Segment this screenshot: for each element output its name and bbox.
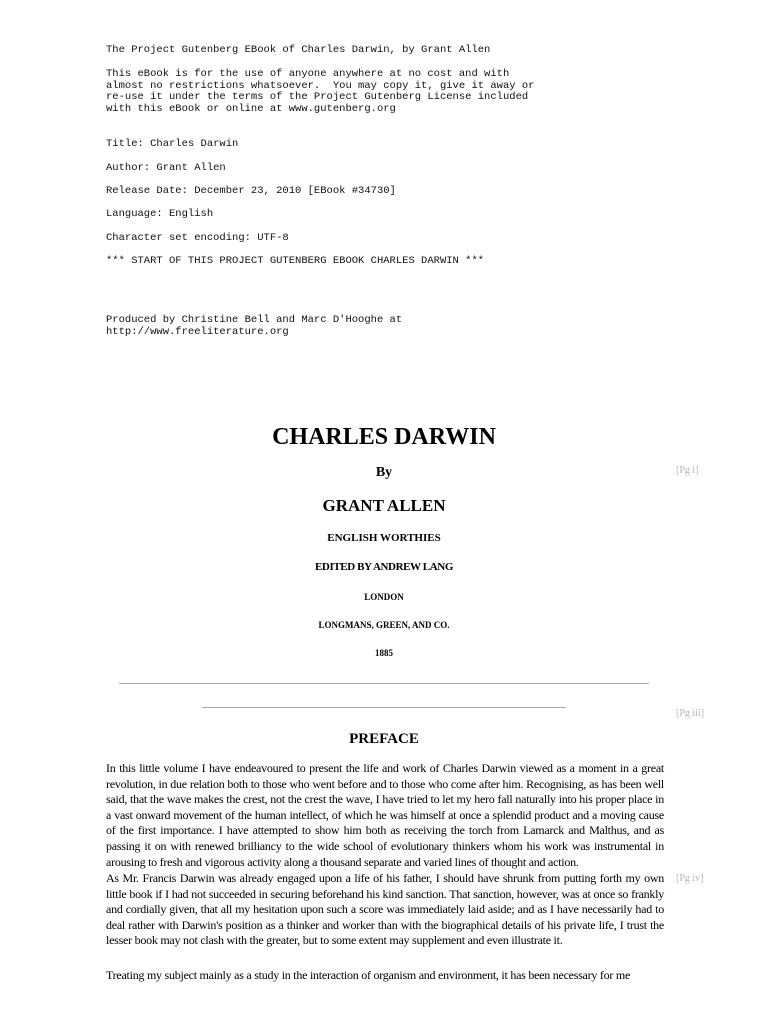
page-number-iv: [Pg iv] <box>676 873 704 884</box>
editor-line: EDITED BY ANDREW LANG <box>315 561 453 573</box>
license-notice: This eBook is for the use of anyone anywhere at no cost and with almost no restrictions whatsoever. You may copy it, give it away or re-use it under the terms of the Project Gutenberg License included with this eBook or online at www.gutenberg.org <box>106 68 535 116</box>
publisher-name: LONGMANS, GREEN, AND CO. <box>318 620 450 630</box>
book-author: GRANT ALLEN <box>322 496 446 515</box>
preface-paragraph-3: Treating my subject mainly as a study in the interaction of organism and environment, it has been necessary for me <box>106 968 631 982</box>
book-title: CHARLES DARWIN <box>272 424 496 450</box>
publication-year: 1885 <box>375 648 393 658</box>
divider-long <box>119 683 649 684</box>
meta-encoding: Character set encoding: UTF-8 <box>106 232 289 244</box>
ebook-title-line: The Project Gutenberg EBook of Charles Darwin, by Grant Allen <box>106 44 491 56</box>
meta-language: Language: English <box>106 208 214 220</box>
meta-release-date: Release Date: December 23, 2010 [EBook #34730] <box>106 185 396 197</box>
divider-short <box>202 707 566 708</box>
page-number-iii: [Pg iii] <box>676 708 705 719</box>
meta-title: Title: Charles Darwin <box>106 138 239 150</box>
series-name: ENGLISH WORTHIES <box>327 532 441 544</box>
preface-paragraph-2: As Mr. Francis Darwin was already engaged upon a life of his father, I should have shrunk from putting forth my own little book if I had not succeeded in securing beforehand his kind sanction. That sanction, however, was at once so frankly and cordially given, that all my hesitation upon such a score was immediately laid aside; and as I have necessarily had to deal rather with Darwin's position as a thinker and worker than with the biographical details of his private life, I trust the lesser book may not clash with the greater, but to some extent may supplement and even illustrate it. <box>106 871 664 948</box>
page-number-i: [Pg i] <box>676 465 699 476</box>
meta-author: Author: Grant Allen <box>106 162 226 174</box>
publisher-place: LONDON <box>364 592 404 602</box>
byline: By <box>375 465 393 480</box>
producer-credit: Produced by Christine Bell and Marc D'Hooghe at http://www.freeliterature.org <box>106 314 403 338</box>
preface-paragraph-1: In this little volume I have endeavoured to present the life and work of Charles Darwin viewed as a moment in a great revolution, in due relation both to those who went before and to those who come after him. Recognising, as has been well said, that the wave makes the crest, not the crest the wave, I have tried to let my hero fall naturally into his proper place in a vast onward movement of the human intellect, of which he was himself at once a splendid product and a moving cause of the first importance. I have attempted to show him both as receiving the torch from Lamarck and Malthus, and as passing it on with renewed brilliancy to the wide school of evolutionary thinkers whom his work was instrumental in arousing to fresh and vigorous activity along a thousand separate and varied lines of thought and action. <box>106 761 664 869</box>
start-marker: *** START OF THIS PROJECT GUTENBERG EBOOK CHARLES DARWIN *** <box>106 255 485 267</box>
preface-heading: PREFACE <box>349 731 419 747</box>
